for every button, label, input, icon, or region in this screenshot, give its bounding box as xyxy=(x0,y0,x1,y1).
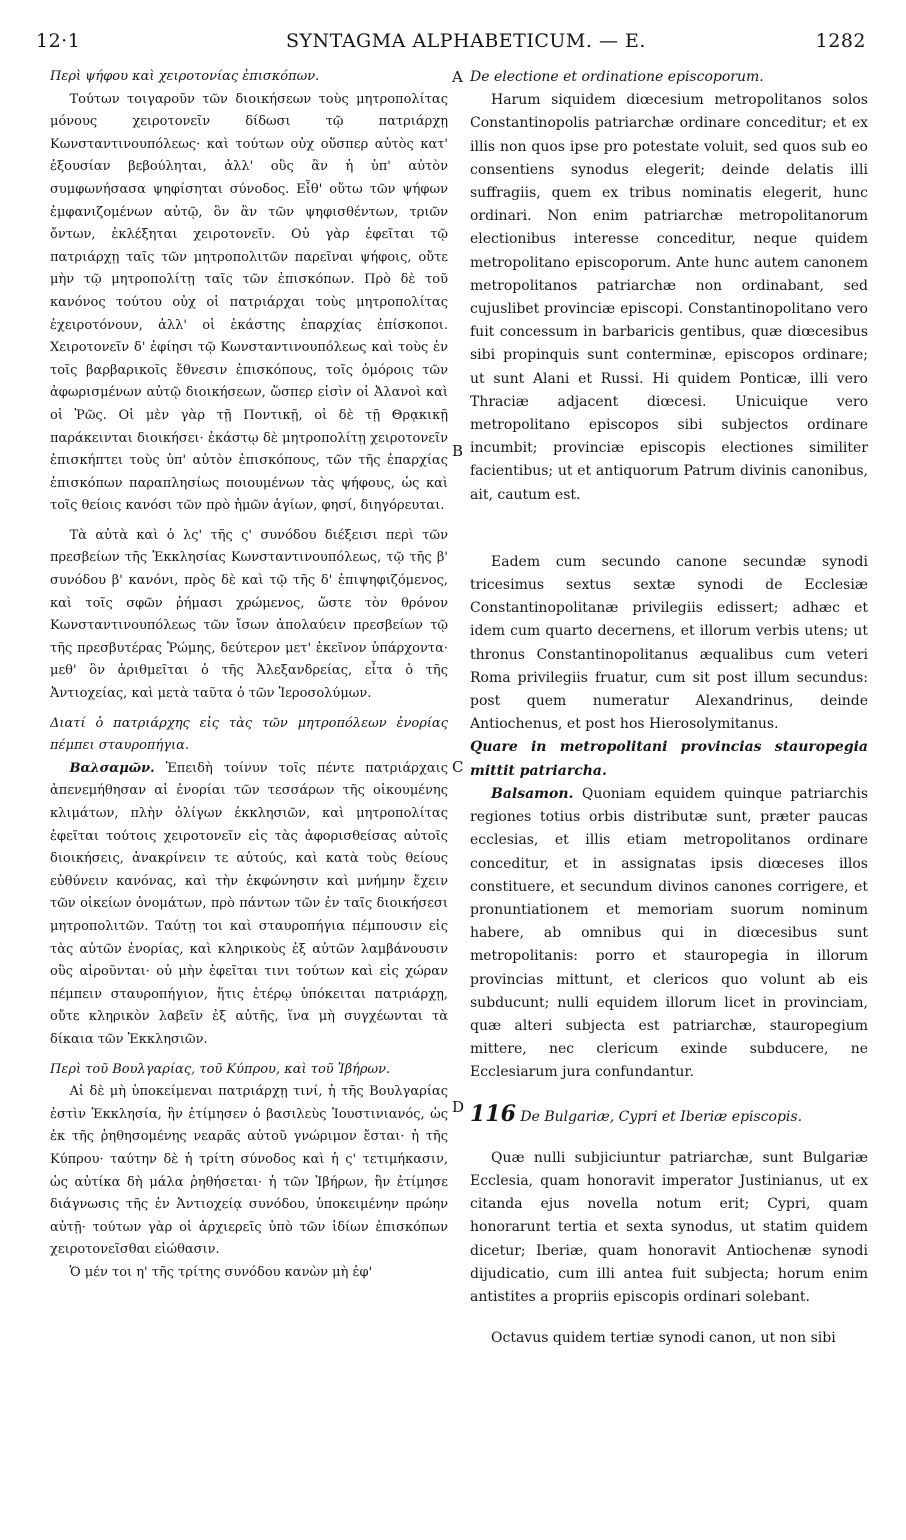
latin-heading-election: De electione et ordinatione episcoporum. xyxy=(470,69,764,85)
greek-paragraph-5: Ὁ μέν τοι η' τῆς τρίτης συνόδου κανὼν μὴ ἐφ' xyxy=(69,1264,373,1280)
latin-section-116 xyxy=(470,1100,868,1129)
greek-heading-stauropegia: Διατί ὁ πατριάρχης εἰς τὰς τῶν μητροπόλεων ἐνορίας πέμπει σταυροπήγια. xyxy=(50,715,448,754)
greek-paragraph-3 xyxy=(50,758,448,1052)
greek-heading-bulgaria: Περὶ τοῦ Βουλγαρίας, τοῦ Κύπρου, καὶ τοῦ Ἰβήρων. xyxy=(50,1061,391,1077)
margin-letter-c: C xyxy=(452,758,464,776)
page-number-right: 1282 xyxy=(815,30,866,52)
latin-paragraph-2: Eadem cum secundo canone secundæ synodi tricesimus sextus sextæ synodi de Ecclesiæ Constantinopolitanæ privilegiis edissert; adhæc et idem cum quarto decernens, et illorum verbis utens; ut thronus Constantinopolitanus æqualibus cum veteri Roma privilegiis fruatur, cum sit post illum secundus: post quem numeratur Alexandrinus, deinde Antiochenus, et post hos Hierosolymitanus. xyxy=(470,553,868,733)
latin-paragraph-3-text: Quoniam equidem quinque patriarchis regiones totius orbis distributæ sunt, præter paucas ecclesias, et illis etiam metropolitanos ordinare conceditur, et in assignatas ipsis diœceses illos constituere, et secundum divinos canones corrigere, et pronuntiationem et memoriam suorum nominum habere, ab omnibus qui in diœcesibus sunt metropolitanis: porro et stauropegia in illorum provincias mittunt, et clericos quo volunt ab eis subducunt; nulli equidem illorum licet in provinciam, quæ alteri subjecta est patriarchæ, stauropegium mittere, nec clericum exinde subducere, ne Ecclesiarum jura confundantur. xyxy=(470,785,868,1081)
greek-paragraph-2: Τὰ αὐτὰ καὶ ὁ λς' τῆς ς' συνόδου διέξεισι περὶ τῶν πρεσβείων τῆς Ἐκκλησίας Κωνσταντινουπόλεως, τῷ τῆς β' συνόδου β' κανόνι, πρὸς δὲ καὶ τῷ τῆς δ' ἐπιψηφιζόμενος, καὶ τοῖς σφῶν ῥήμασι χρώμενος, ὥστε τὸν θρόνον Κωνσταντινουπόλεως τῶν ἴσων ἀπολαύειν πρεσβείων τῷ τῆς πρεσβυτέρας Ῥώμης, δεύτερον μετ' ἐκεῖνον ὑπάρχοντα· μεθ' ὃν ἀριθμεῖται ὁ τῆς Ἀλεξανδρείας, εἶτα ὁ τῆς Ἀντιοχείας, καὶ μετὰ ταῦτα ὁ τῶν Ἱεροσολύμων. xyxy=(50,527,448,702)
margin-letter-d: D xyxy=(452,1098,465,1116)
margin-letter-b: B xyxy=(452,442,464,460)
running-title: SYNTAGMA ALPHABETICUM. — E. xyxy=(286,30,646,52)
section-number: 116 xyxy=(470,1100,516,1127)
latin-heading-bulgaria: De Bulgariæ, Cypri et Iberiæ episcopis. xyxy=(520,1108,803,1125)
latin-author-balsamon: Balsamon. xyxy=(491,785,574,802)
greek-heading-election: Περὶ ψήφου καὶ χειροτονίας ἐπισκόπων. xyxy=(50,69,320,84)
running-header xyxy=(36,30,866,58)
latin-paragraph-3 xyxy=(470,783,868,1085)
margin-letter-a: A xyxy=(452,68,463,86)
latin-heading-stauropegia: Quare in metropolitani provincias stauropegia mittit patriarcha. xyxy=(470,739,868,779)
latin-paragraph-1: Harum siquidem diœcesium metropolitanos solos Constantinopolis patriarchæ ordinare conceditur; et ex illis non quos ipse pro potestate voluit, sed quos sub eo consentiens synodus elegerit; deinde delatis illi suffragiis, quem ex tribus nominatis elegerit, hunc ordinari. Non enim patriarchæ metropolitanorum electionibus interesse conceditur, neque quidem metropolitano episcoporum. Ante hunc autem canonem metropolitanos patriarchæ non ordinabant, sed cujuslibet provinciæ episcopi. Constantinopolitano vero fuit concessum in barbaricis gentibus, quæ diœcesibus sibi propinquis sunt conterminæ, episcopos ordinare; ut sunt Alani et Russi. Hi quidem Ponticæ, illi vero Thraciæ adjacent diœcesi. Unicuique vero metropolitano episcopos sibi subjectos ordinare incumbit; provinciæ episcopis electiones similiter facientibus; ut et antiquorum Patrum divinis canonibus, ait, cautum est. xyxy=(470,92,868,503)
greek-column xyxy=(50,66,448,1534)
latin-paragraph-5: Octavus quidem tertiæ synodi canon, ut non sibi xyxy=(491,1330,836,1347)
greek-paragraph-4: Αἱ δὲ μὴ ὑποκείμεναι πατριάρχῃ τινί, ἡ τῆς Βουλγαρίας ἐστὶν Ἐκκλησία, ἣν ἐτίμησεν ὁ βασιλεὺς Ἰουστινιανός, ὡς ἐκ τῆς ῥηθησομένης νεαρᾶς αὐτοῦ γνώριμον ἔσται· ἡ τῆς Κύπρου· ταύτην δὲ ἡ τρίτη σύνοδος καὶ ἡ ς' τετιμήκασιν, ὡς αὐτίκα δὴ μάλα ῥηθήσεται· ἡ τῶν Ἰβήρων, ἣν ἐτίμησε διάγνωσις τῆς ἐν Ἀντιοχείᾳ συνόδου, ὑποκειμένην πρώην αὐτῇ· τούτων γὰρ οἱ ἀρχιερεῖς ὑπὸ τῶν ἰδίων ἐπισκόπων χειροτονεῖσθαι εἰώθασιν. xyxy=(50,1084,448,1258)
latin-paragraph-4: Quæ nulli subjiciuntur patriarchæ, sunt Bulgariæ Ecclesia, quam honoravit imperator Justinianus, ut ex citanda ejus novella notum erit; Cypri, quam honorarunt tertia et sexta synodus, ut statim quidem dicetur; Iberiæ, quam honoravit Antiochenæ synodi dijudicatio, cum illi antea fuit subjecta; horum enim antistites a propriis episcopis ordinari solebant. xyxy=(470,1149,868,1305)
greek-paragraph-3-text: Ἐπειδὴ τοίνυν τοῖς πέντε πατριάρχαις ἀπενεμήθησαν αἱ ἐνορίαι τῶν τεσσάρων τῆς οἰκουμένης κλιμάτων, πλὴν ὀλίγων ἐκκλησιῶν, καὶ μητροπολίτας ἐφεῖται τούτοις χειροτονεῖν εἰς τὰς ἀφορισθείσας αὐτοῖς διοικήσεις, ἀνακρίνειν τε αὐτούς, καὶ κατὰ τοὺς θείους εὐθύνειν κανόνας, καὶ τὴν ἐκφώνησιν καὶ μνήμην ἔχειν τῶν οἰκείων ὀνομάτων, πρὸ πάντων τῶν ἐν ταῖς διοικήσεσι μητροπολιτῶν. Ταύτῃ τοι καὶ σταυροπήγια πέμπουσιν εἰς τὰς αὐτῶν ἐνορίας, καὶ κληρικοὺς ἐξ αὐτῶν λαμβάνουσιν οὓς αἱροῦνται· οὐ μὴν ἐφεῖται τινι τούτων καὶ εἰς χώραν πέμπειν σταυροπήγιον, ἥτις ἑτέρῳ ὑπόκειται πατριάρχῃ, οὔτε κληρικὸν λαβεῖν ἐξ αὐτῆς, ἵνα μὴ συγχέωνται τὰ δίκαια τῶν Ἐκκλησιῶν. xyxy=(50,760,448,1047)
page-number-left: 12·1 xyxy=(36,30,81,52)
greek-author-balsamon: Βαλσαμῶν. xyxy=(69,760,155,776)
latin-column xyxy=(470,66,868,1534)
greek-paragraph-1: Τούτων τοιγαροῦν τῶν διοικήσεων τοὺς μητροπολίτας μόνους χειροτονεῖν δίδωσι τῷ πατριάρχῃ Κωνσταντινουπόλεως· καὶ τούτων οὐχ οὕσπερ αὐτὸς κατ' ἐξουσίαν βεβούληται, ἀλλ' οὓς ἂν ἡ ὑπ' αὐτὸν συμφωνήσασα ψηφίσηται σύνοδος. Εἶθ' οὕτω τῶν ψήφων ἐμφανιζομένων αὐτῷ, ὃν ἂν τῶν ψηφισθέντων, τριῶν ὄντων, ἐκλέξηται χειροτονεῖν. Οὐ γὰρ ἐφεῖται τῷ πατριάρχῃ ταῖς τῶν μητροπολιτῶν παρεῖναι ψήφοις, οὔτε μὴν τῷ μητροπολίτῃ ταῖς τῶν ἐπισκόπων. Πρὸ δὲ τοῦ κανόνος τούτου οὐχ οἱ πατριάρχαι τοὺς μητροπολίτας ἐχειροτόνουν, ἀλλ' οἱ ἑκάστης ἐπαρχίας ἐπίσκοποι. Χειροτονεῖν δ' ἐφίησι τῷ Κωνσταντινουπόλεως καὶ τοὺς ἐν τοῖς βαρβαρικοῖς ἔθνεσιν ἐπισκόπους, τοῖς ὁμόροις τῶν ἀφωρισμένων αὐτῷ διοικήσεων, ὥσπερ εἰσὶν οἱ Ἀλανοὶ καὶ οἱ Ῥῶς. Οἱ μὲν γὰρ τῇ Ποντικῇ, οἱ δὲ τῇ Θρᾳκικῇ παράκεινται διοικήσει· ἑκάστῳ δὲ μητροπολίτῃ χειροτονεῖν ἐπισκήπτει τοὺς ὑπ' αὐτὸν ἐπισκόπους, τῶν τῆς ἐπαρχίας ἐπισκόπων παραπλησίως ποιουμένων τὰς ψήφους, ὡς καὶ τοῖς θείοις κανόσι τῶν πρὸ ἡμῶν ἁγίων, φησί, διηγόρευται. xyxy=(50,91,448,514)
